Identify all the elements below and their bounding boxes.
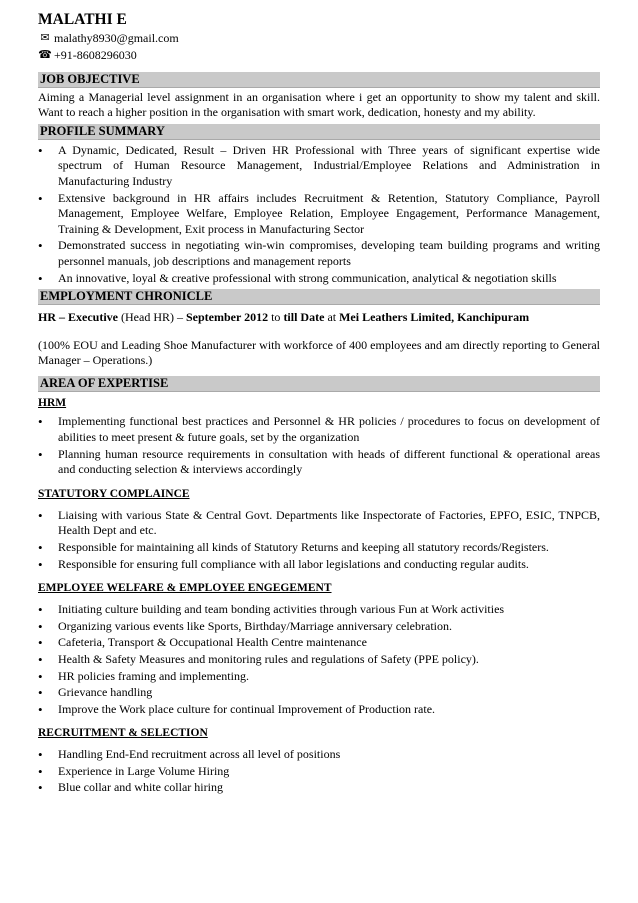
- list-item: • Improve the Work place culture for continual Improvement of Production rate.: [38, 701, 436, 717]
- list-item: • Blue collar and white collar hiring: [38, 780, 223, 796]
- list-item: • HR policies framing and implementing.: [38, 668, 249, 684]
- list-item: • Experience in Large Volume Hiring: [38, 763, 230, 779]
- list-item: • A Dynamic, Dedicated, Result – Driven HR Professional with Three years of significant expertise wide spectrum of Human Resource Management, Industrial/Employee Relations and Administration in Manufacturing Industry: [38, 142, 600, 188]
- employment-from: September 2012: [185, 310, 269, 325]
- employment-role: HR – Executive: [38, 310, 118, 325]
- list-item: • Planning human resource requirements in consultation with heads of different functional & operational areas and conducting selection & interviews accordingly: [38, 446, 600, 477]
- list-item: • Handling End-End recruitment across all level of positions: [38, 747, 341, 763]
- subsection-hrm-title: HRM: [38, 397, 67, 410]
- email-line: [38, 30, 600, 47]
- employment-description: (100% EOU and Leading Shoe Manufacturer with workforce of 400 employees and am directly reporting to General Manager – Operations.): [38, 337, 600, 367]
- phone-text: +91-8608296030: [54, 48, 137, 62]
- welfare-list: [38, 602, 600, 717]
- job-objective-heading: JOB OBJECTIVE: [38, 72, 600, 88]
- list-item: • Organizing various events like Sports, Birthday/Marriage anniversary celebration.: [38, 618, 452, 634]
- telephone-icon: ☎: [38, 49, 52, 61]
- list-item: • Demonstrated success in negotiating win-win compromises, developing team building programs and writing personnel manuals, job descriptions and management reports: [38, 238, 600, 268]
- employment-to: till Date: [283, 310, 325, 325]
- hrm-list: [38, 414, 600, 477]
- list-item: • An innovative, loyal & creative professional with strong communication, analytical & negotiation skills: [38, 270, 557, 286]
- resume-page: [38, 10, 600, 797]
- list-item: • Extensive background in HR affairs includes Recruitment & Retention, Statutory Compliance, Payroll Management, Employee Welfare, Employee Relation, Employee Engagement, Performance Management, Training & Development, Exit process in Manufacturing Sector: [38, 190, 600, 236]
- list-item: • Responsible for ensuring full compliance with all labor legislations and conducting regular audits.: [38, 556, 529, 572]
- job-objective-text: Aiming a Managerial level assignment in an organisation where i get an opportunity to show my talent and skill. Want to reach a higher position in the organisation with smart work, dedication, honesty and my ability.: [38, 90, 600, 120]
- subsection-statutory-title: STATUTORY COMPLAINCE: [38, 487, 190, 500]
- employment-line: HR – Executive (Head HR) – September 2012 to till Date at Mei Leathers Limited, Kanchipuram: [38, 310, 530, 325]
- statutory-list: [38, 508, 600, 572]
- list-item: • Cafeteria, Transport & Occupational Health Centre maintenance: [38, 635, 367, 651]
- employment-heading: EMPLOYMENT CHRONICLE: [38, 289, 600, 305]
- employment-company: Mei Leathers Limited, Kanchipuram: [339, 310, 530, 325]
- subsection-recruitment-title: RECRUITMENT & SELECTION: [38, 727, 208, 740]
- list-item: • Liaising with various State & Central Govt. Departments like Inspectorate of Factories, EPFO, ESIC, TNPCB, Health Dept and etc.: [38, 507, 600, 538]
- envelope-icon: ✉: [40, 32, 50, 44]
- candidate-name: MALATHI E: [38, 11, 127, 28]
- profile-summary-list: [38, 143, 600, 286]
- list-item: • Responsible for maintaining all kinds of Statutory Returns and keeping all statutory records/Registers.: [38, 539, 549, 555]
- subsection-welfare-title: EMPLOYEE WELFARE & EMPLOYEE ENGEGEMENT: [38, 582, 332, 595]
- list-item: • Grievance handling: [38, 685, 153, 701]
- list-item: • Health & Safety Measures and monitoring rules and regulations of Safety (PPE policy).: [38, 651, 479, 667]
- profile-summary-heading: PROFILE SUMMARY: [38, 124, 600, 140]
- expertise-heading: AREA OF EXPERTISE: [38, 376, 600, 392]
- recruitment-list: [38, 747, 600, 796]
- list-item: • Implementing functional best practices and Personnel & HR policies / procedures to focus on development of abilities to meet present & future goals, set by the organization: [38, 414, 600, 444]
- email-text[interactable]: malathy8930@gmail.com: [54, 31, 179, 45]
- phone-line: [38, 47, 600, 64]
- list-item: • Initiating culture building and team bonding activities through various Fun at Work activities: [38, 602, 505, 618]
